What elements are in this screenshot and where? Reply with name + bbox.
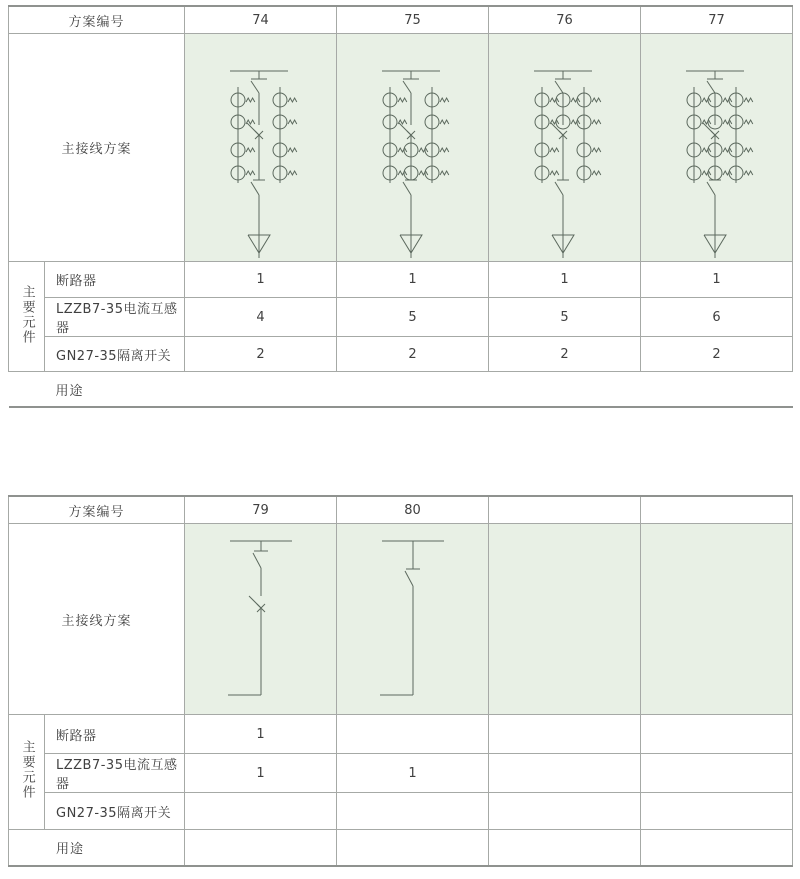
usage-value: [337, 830, 489, 867]
wiring-diagram-cell: [641, 34, 793, 262]
component-count: 1: [185, 262, 337, 298]
wiring-diagram-cell: [641, 524, 793, 715]
wiring-diagram-cell: [489, 34, 641, 262]
component-count: [489, 793, 641, 830]
wiring-diagram-scheme-76: [490, 35, 640, 261]
wiring-diagram-cell: [489, 524, 641, 715]
component-count: 2: [337, 337, 489, 372]
scheme-number: [641, 496, 793, 524]
component-count: 2: [185, 337, 337, 372]
scheme-table-74-77: [8, 5, 793, 408]
scheme-number: 77: [641, 6, 793, 34]
component-label: 断路器: [45, 262, 185, 298]
wiring-diagram-cell: [185, 524, 337, 715]
component-count: 5: [489, 298, 641, 337]
wiring-diagram-scheme-75: [338, 35, 488, 261]
component-count: 1: [489, 262, 641, 298]
component-count: [337, 793, 489, 830]
wiring-diagram-empty: [490, 525, 640, 714]
component-count: 2: [641, 337, 793, 372]
component-label: GN27-35隔离开关: [45, 793, 185, 830]
main-wiring-label: 主接线方案: [9, 34, 185, 262]
scheme-number-header-label: 方案编号: [9, 6, 185, 34]
wiring-diagram-scheme-80: [338, 525, 488, 714]
components-group-label: 主要元件: [19, 740, 35, 800]
usage-value: [489, 830, 641, 867]
component-count: [185, 793, 337, 830]
component-label: 断路器: [45, 715, 185, 754]
component-count: 1: [337, 262, 489, 298]
scheme-number: 80: [337, 496, 489, 524]
components-group-cell: [9, 715, 45, 830]
component-count: 4: [185, 298, 337, 337]
scheme-number-header-label: 方案编号: [9, 496, 185, 524]
component-count: 1: [641, 262, 793, 298]
component-label: LZZB7-35电流互感器: [45, 754, 185, 793]
component-count: 5: [337, 298, 489, 337]
component-count: 2: [489, 337, 641, 372]
wiring-diagram-scheme-77: [642, 35, 792, 261]
scheme-number: 79: [185, 496, 337, 524]
usage-value: [185, 830, 337, 867]
usage-label: 用途: [9, 372, 793, 408]
wiring-diagram-scheme-79: [186, 525, 336, 714]
wiring-diagram-cell: [185, 34, 337, 262]
component-count: [489, 754, 641, 793]
component-count: 1: [185, 754, 337, 793]
components-group-cell: [9, 262, 45, 372]
component-count: [641, 715, 793, 754]
scheme-number: [489, 496, 641, 524]
main-wiring-label: 主接线方案: [9, 524, 185, 715]
scheme-table-79-80: [8, 495, 793, 867]
wiring-diagram-empty: [642, 525, 792, 714]
component-count: [641, 793, 793, 830]
component-count: 6: [641, 298, 793, 337]
component-count: [489, 715, 641, 754]
component-count: 1: [185, 715, 337, 754]
component-count: [641, 754, 793, 793]
usage-label: 用途: [9, 830, 185, 867]
component-label: GN27-35隔离开关: [45, 337, 185, 372]
wiring-diagram-scheme-74: [186, 35, 336, 261]
wiring-diagram-cell: [337, 34, 489, 262]
wiring-diagram-cell: [337, 524, 489, 715]
component-label: LZZB7-35电流互感器: [45, 298, 185, 337]
catalog-page: [0, 5, 800, 867]
components-group-label: 主要元件: [19, 284, 35, 345]
usage-value: [641, 830, 793, 867]
component-count: [337, 715, 489, 754]
scheme-number: 75: [337, 6, 489, 34]
scheme-number: 74: [185, 6, 337, 34]
component-count: 1: [337, 754, 489, 793]
scheme-number: 76: [489, 6, 641, 34]
